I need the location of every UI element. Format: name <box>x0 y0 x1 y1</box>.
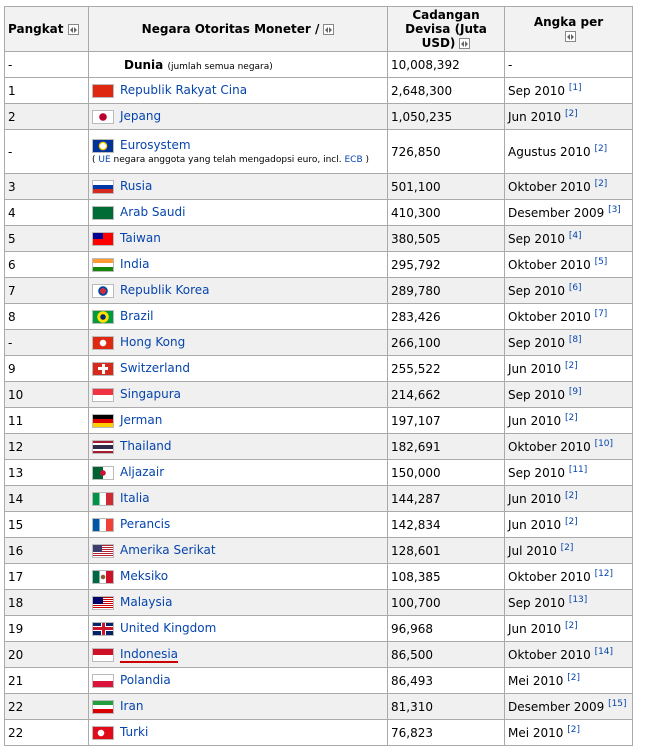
country-link[interactable]: Polandia <box>120 673 171 688</box>
date-cell <box>505 408 633 434</box>
table-row <box>5 356 633 382</box>
rank-cell: 22 <box>5 694 89 720</box>
country-cell <box>89 694 388 720</box>
table-row <box>5 408 633 434</box>
date-text: Oktober 2010 <box>508 258 591 272</box>
header-country: Negara Otoritas Moneter / <box>89 7 388 52</box>
rank-cell: 14 <box>5 486 89 512</box>
country-cell <box>89 616 388 642</box>
table-row <box>5 174 633 200</box>
header-reserves: Cadangan Devisa (Juta USD) <box>388 7 505 52</box>
note-text: negara anggota yang telah mengadopsi euro, incl. <box>113 154 342 165</box>
world-name-note: (jumlah semua negara) <box>167 61 273 72</box>
date-text: Jun 2010 <box>508 518 562 532</box>
date-text: Sep 2010 <box>508 84 565 98</box>
sort-country-icon[interactable] <box>323 24 334 35</box>
table-row <box>5 434 633 460</box>
date-text: Oktober 2010 <box>508 180 591 194</box>
eu-flag-icon <box>92 139 114 153</box>
date-text: Desember 2009 <box>508 700 605 714</box>
rank-cell: 18 <box>5 590 89 616</box>
table-row <box>5 200 633 226</box>
reserves-cell: 86,500 <box>388 642 505 668</box>
rank-cell: 15 <box>5 512 89 538</box>
rank-cell: 7 <box>5 278 89 304</box>
russia-flag-icon <box>92 180 114 194</box>
date-text: Oktober 2010 <box>508 310 591 324</box>
ue-link[interactable]: UE <box>98 154 111 165</box>
rank-cell: 11 <box>5 408 89 434</box>
hongkong-flag-icon <box>92 336 114 350</box>
date-cell <box>505 104 633 130</box>
date-cell <box>505 304 633 330</box>
country-cell <box>89 78 388 104</box>
date-cell <box>505 382 633 408</box>
country-cell <box>89 642 388 668</box>
brazil-flag-icon <box>92 310 114 324</box>
date-text: Desember 2009 <box>508 206 605 220</box>
reserves-cell: 255,522 <box>388 356 505 382</box>
country-cell <box>89 278 388 304</box>
reference-link[interactable]: [6] <box>568 283 582 293</box>
reference-link[interactable]: [2] <box>594 179 608 189</box>
country-cell <box>89 460 388 486</box>
date-cell <box>505 642 633 668</box>
country-cell <box>89 130 388 174</box>
india-flag-icon <box>92 258 114 272</box>
country-link[interactable]: Jepang <box>120 109 162 124</box>
country-link[interactable]: Hong Kong <box>120 335 186 350</box>
rank-cell: 10 <box>5 382 89 408</box>
country-cell <box>89 434 388 460</box>
date-cell <box>505 434 633 460</box>
country-cell <box>89 104 388 130</box>
reference-link[interactable]: [7] <box>594 309 608 319</box>
date-text: Oktober 2010 <box>508 648 591 662</box>
date-text: Mei 2010 <box>508 674 564 688</box>
country-cell <box>89 174 388 200</box>
reserves-cell: 76,823 <box>388 720 505 746</box>
date-cell <box>505 512 633 538</box>
header-date: Angka per <box>505 7 633 52</box>
reserves-cell: 266,100 <box>388 330 505 356</box>
iran-flag-icon <box>92 700 114 714</box>
reserves-cell: 295,792 <box>388 252 505 278</box>
reserves-cell: 144,287 <box>388 486 505 512</box>
country-cell <box>89 200 388 226</box>
header-rank: Pangkat <box>5 7 89 52</box>
country-link[interactable]: Turki <box>120 725 149 740</box>
note-paren-close: ) <box>365 154 370 165</box>
country-link[interactable]: Malaysia <box>120 595 173 610</box>
japan-flag-icon <box>92 110 114 124</box>
uk-flag-icon <box>92 622 114 636</box>
world-name-cell <box>89 52 388 78</box>
date-text: Agustus 2010 <box>508 145 591 159</box>
country-cell <box>89 720 388 746</box>
date-cell <box>505 668 633 694</box>
country-link[interactable]: Perancis <box>120 517 171 532</box>
poland-flag-icon <box>92 674 114 688</box>
reserves-cell: 100,700 <box>388 590 505 616</box>
rank-cell: 21 <box>5 668 89 694</box>
date-text: Jun 2010 <box>508 362 562 376</box>
country-cell <box>89 538 388 564</box>
rank-cell: 8 <box>5 304 89 330</box>
reference-link[interactable]: [2] <box>564 621 578 631</box>
country-cell <box>89 252 388 278</box>
country-link[interactable]: Taiwan <box>120 231 161 246</box>
reserves-cell: 96,968 <box>388 616 505 642</box>
reference-link[interactable]: [4] <box>568 231 582 241</box>
usa-flag-icon <box>92 544 114 558</box>
date-text: Jun 2010 <box>508 492 562 506</box>
reference-link[interactable]: [12] <box>594 569 614 579</box>
date-cell <box>505 200 633 226</box>
date-cell <box>505 278 633 304</box>
date-cell <box>505 356 633 382</box>
country-link[interactable]: Brazil <box>120 309 154 324</box>
country-link[interactable]: Meksiko <box>120 569 169 584</box>
date-cell <box>505 130 633 174</box>
world-rank: - <box>5 52 89 78</box>
reserves-table <box>4 6 633 746</box>
world-name: Dunia <box>124 57 164 72</box>
reference-link[interactable]: [13] <box>568 595 588 605</box>
country-link[interactable]: Italia <box>120 491 150 506</box>
sort-reserves-icon[interactable] <box>459 38 470 49</box>
reference-link[interactable]: [14] <box>594 647 614 657</box>
date-cell <box>505 590 633 616</box>
country-link[interactable]: Arab Saudi <box>120 205 186 220</box>
country-link[interactable]: Eurosystem <box>120 138 191 153</box>
date-text: Jun 2010 <box>508 622 562 636</box>
table-row <box>5 304 633 330</box>
date-text: Sep 2010 <box>508 466 565 480</box>
date-text: Jun 2010 <box>508 110 562 124</box>
rank-cell: 6 <box>5 252 89 278</box>
rank-cell: 9 <box>5 356 89 382</box>
reserves-cell: 726,850 <box>388 130 505 174</box>
thailand-flag-icon <box>92 440 114 454</box>
date-cell <box>505 330 633 356</box>
date-text: Sep 2010 <box>508 232 565 246</box>
reserves-cell: 182,691 <box>388 434 505 460</box>
turkey-flag-icon <box>92 726 114 740</box>
world-row <box>5 52 633 78</box>
table-row <box>5 616 633 642</box>
country-link[interactable]: Thailand <box>120 439 172 454</box>
country-cell <box>89 304 388 330</box>
table-row <box>5 278 633 304</box>
country-cell <box>89 564 388 590</box>
date-cell <box>505 226 633 252</box>
table-row <box>5 694 633 720</box>
date-text: Sep 2010 <box>508 596 565 610</box>
reserves-cell: 81,310 <box>388 694 505 720</box>
country-cell <box>89 486 388 512</box>
country-link[interactable]: Jerman <box>120 413 163 428</box>
date-text: Oktober 2010 <box>508 570 591 584</box>
reserves-cell: 2,648,300 <box>388 78 505 104</box>
date-text: Sep 2010 <box>508 388 565 402</box>
reference-link[interactable]: [2] <box>564 491 578 501</box>
table-row <box>5 564 633 590</box>
date-cell <box>505 694 633 720</box>
reference-link[interactable]: [3] <box>608 205 621 215</box>
singapore-flag-icon <box>92 388 114 402</box>
table-row <box>5 460 633 486</box>
table-row <box>5 330 633 356</box>
sort-rank-icon[interactable] <box>68 24 79 35</box>
germany-flag-icon <box>92 414 114 428</box>
date-text: Sep 2010 <box>508 336 565 350</box>
date-cell <box>505 564 633 590</box>
table-row <box>5 486 633 512</box>
table-row <box>5 382 633 408</box>
date-cell <box>505 538 633 564</box>
rank-cell: - <box>5 130 89 174</box>
reference-link[interactable]: [5] <box>594 257 608 267</box>
date-cell <box>505 460 633 486</box>
reserves-cell: 501,100 <box>388 174 505 200</box>
reference-link[interactable]: [2] <box>564 517 578 527</box>
reference-link[interactable]: [2] <box>594 144 608 154</box>
reference-link[interactable]: [2] <box>567 673 581 683</box>
reference-link[interactable]: [10] <box>594 439 614 449</box>
country-link[interactable]: Rusia <box>120 179 153 194</box>
country-link[interactable]: Iran <box>120 699 144 714</box>
country-link[interactable]: Singapura <box>120 387 182 402</box>
header-row <box>5 7 633 52</box>
reserves-cell: 214,662 <box>388 382 505 408</box>
rank-cell: 1 <box>5 78 89 104</box>
table-row <box>5 130 633 174</box>
reserves-cell: 380,505 <box>388 226 505 252</box>
reserves-cell: 289,780 <box>388 278 505 304</box>
country-cell <box>89 330 388 356</box>
mexico-flag-icon <box>92 570 114 584</box>
ecb-link[interactable]: ECB <box>344 154 363 165</box>
table-row <box>5 252 633 278</box>
table-row <box>5 590 633 616</box>
reserves-cell: 150,000 <box>388 460 505 486</box>
table-row <box>5 642 633 668</box>
reference-link[interactable]: [2] <box>560 543 574 553</box>
reference-link[interactable]: [2] <box>564 361 578 371</box>
rank-cell: 19 <box>5 616 89 642</box>
world-value: 10,008,392 <box>388 52 505 78</box>
reference-link[interactable]: [11] <box>568 465 588 475</box>
country-link[interactable]: Republik Korea <box>120 283 210 298</box>
date-cell <box>505 486 633 512</box>
rank-cell: 4 <box>5 200 89 226</box>
date-text: Jun 2010 <box>508 414 562 428</box>
country-cell <box>89 226 388 252</box>
rank-cell: - <box>5 330 89 356</box>
reserves-cell: 108,385 <box>388 564 505 590</box>
date-cell <box>505 252 633 278</box>
table-row <box>5 538 633 564</box>
saudi-flag-icon <box>92 206 114 220</box>
reference-link[interactable]: [2] <box>564 413 578 423</box>
rank-cell: 22 <box>5 720 89 746</box>
country-cell <box>89 668 388 694</box>
switzerland-flag-icon <box>92 362 114 376</box>
algeria-flag-icon <box>92 466 114 480</box>
rank-cell: 3 <box>5 174 89 200</box>
reserves-cell: 142,834 <box>388 512 505 538</box>
table-row <box>5 226 633 252</box>
country-link[interactable]: India <box>120 257 150 272</box>
reference-link[interactable]: [2] <box>564 109 578 119</box>
country-cell <box>89 512 388 538</box>
world-date: - <box>505 52 633 78</box>
date-cell <box>505 720 633 746</box>
date-cell <box>505 78 633 104</box>
rank-cell: 12 <box>5 434 89 460</box>
date-text: Jul 2010 <box>508 544 557 558</box>
reference-link[interactable]: [9] <box>568 387 582 397</box>
italy-flag-icon <box>92 492 114 506</box>
date-cell <box>505 616 633 642</box>
reference-link[interactable]: [2] <box>567 725 581 735</box>
reserves-cell: 410,300 <box>388 200 505 226</box>
eurosystem-note <box>92 155 384 165</box>
rank-cell: 16 <box>5 538 89 564</box>
rank-cell: 5 <box>5 226 89 252</box>
country-cell <box>89 356 388 382</box>
reserves-cell: 1,050,235 <box>388 104 505 130</box>
country-cell <box>89 590 388 616</box>
table-row <box>5 78 633 104</box>
rank-cell: 17 <box>5 564 89 590</box>
taiwan-flag-icon <box>92 232 114 246</box>
country-link[interactable]: Indonesia <box>120 647 179 662</box>
reserves-cell: 197,107 <box>388 408 505 434</box>
date-cell <box>505 174 633 200</box>
rank-cell: 13 <box>5 460 89 486</box>
reference-link[interactable]: [15] <box>608 699 627 709</box>
korea-flag-icon <box>92 284 114 298</box>
country-cell <box>89 382 388 408</box>
date-text: Oktober 2010 <box>508 440 591 454</box>
reserves-cell: 283,426 <box>388 304 505 330</box>
malaysia-flag-icon <box>92 596 114 610</box>
sort-date-icon[interactable] <box>565 31 576 42</box>
table-row <box>5 668 633 694</box>
country-link[interactable]: Switzerland <box>120 361 190 376</box>
country-link[interactable]: Aljazair <box>120 465 165 480</box>
table-row <box>5 720 633 746</box>
country-cell <box>89 408 388 434</box>
reserves-cell: 86,493 <box>388 668 505 694</box>
note-paren-open: ( <box>92 154 96 165</box>
country-link[interactable]: Republik Rakyat Cina <box>120 83 248 98</box>
date-text: Sep 2010 <box>508 284 565 298</box>
reference-link[interactable]: [1] <box>568 83 582 93</box>
country-link[interactable]: Amerika Serikat <box>120 543 216 558</box>
france-flag-icon <box>92 518 114 532</box>
rank-cell: 2 <box>5 104 89 130</box>
date-text: Mei 2010 <box>508 726 564 740</box>
reserves-cell: 128,601 <box>388 538 505 564</box>
china-flag-icon <box>92 84 114 98</box>
country-link[interactable]: United Kingdom <box>120 621 217 636</box>
reference-link[interactable]: [8] <box>568 335 582 345</box>
rank-cell: 20 <box>5 642 89 668</box>
indonesia-flag-icon <box>92 648 114 662</box>
table-row <box>5 104 633 130</box>
table-row <box>5 512 633 538</box>
